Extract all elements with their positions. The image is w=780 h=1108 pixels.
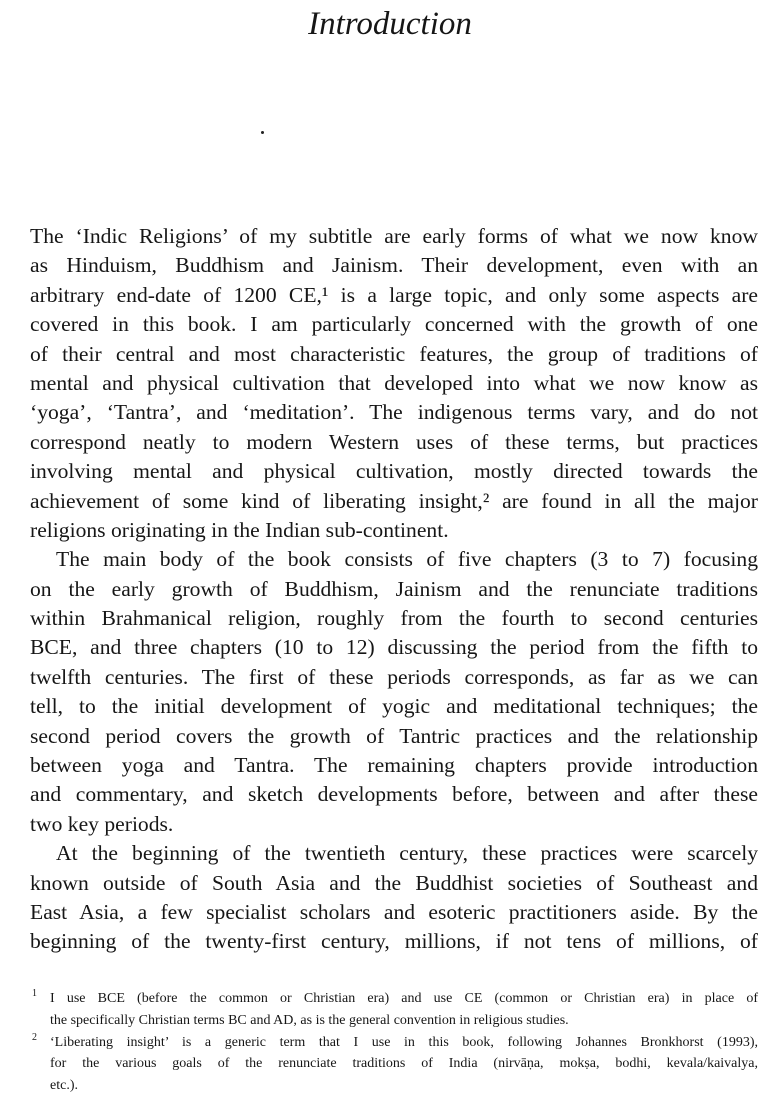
chapter-title: Introduction <box>308 6 472 42</box>
text-line: twelfth centuries. The first of these periods corresponds, as far as we can <box>30 664 758 689</box>
text-line: religions originating in the Indian sub-continent. <box>30 517 449 542</box>
text-line: and commentary, and sketch developments before, between and after these <box>30 782 758 807</box>
text-line: ‘yoga’, ‘Tantra’, and ‘meditation’. The indigenous terms vary, and do not <box>30 400 758 425</box>
text-line: mental and physical cultivation that developed into what we now know as <box>30 370 758 395</box>
footnote <box>32 1032 758 1097</box>
stray-dot-mark <box>261 131 264 134</box>
footnote-line: for the various goals of the renunciate traditions of India (nirvāṇa, mokṣa, bodhi, kevala/kaivalya, <box>50 1056 758 1072</box>
text-line: achievement of some kind of liberating insight,² are found in all the major <box>30 488 758 513</box>
footnote-line: etc.). <box>50 1078 78 1094</box>
footnote-line: the specifically Christian terms BC and AD, as is the general convention in religious studies. <box>50 1012 569 1028</box>
text-line: tell, to the initial development of yogic and meditational techniques; the <box>30 694 758 719</box>
footnotes <box>32 988 758 1097</box>
footnote-line: ‘Liberating insight’ is a generic term that I use in this book, following Johannes Bronkhorst (1993), <box>50 1034 758 1050</box>
text-line: At the beginning of the twentieth century, these practices were scarcely <box>56 841 758 866</box>
text-line: two key periods. <box>30 811 174 836</box>
text-line: on the early growth of Buddhism, Jainism and the renunciate traditions <box>30 576 758 601</box>
body-text <box>30 222 758 957</box>
text-line: BCE, and three chapters (10 to 12) discussing the period from the fifth to <box>30 635 758 660</box>
text-line: as Hinduism, Buddhism and Jainism. Their development, even with an <box>30 253 758 278</box>
text-line: The main body of the book consists of five chapters (3 to 7) focusing <box>56 547 758 572</box>
footnote-number: 2 <box>32 1031 37 1043</box>
text-line: second period covers the growth of Tantric practices and the relationship <box>30 723 758 748</box>
text-line: between yoga and Tantra. The remaining chapters provide introduction <box>30 753 758 778</box>
text-line: of their central and most characteristic features, the group of traditions of <box>30 341 758 366</box>
text-line: The ‘Indic Religions’ of my subtitle are early forms of what we now know <box>30 224 758 248</box>
text-line: correspond neatly to modern Western uses of these terms, but practices <box>30 429 758 454</box>
footnote-line: I use BCE (before the common or Christian era) and use CE (common or Christian era) in place of <box>50 991 758 1006</box>
text-line: involving mental and physical cultivation, mostly directed towards the <box>30 459 758 484</box>
footnote-number: 1 <box>32 988 37 999</box>
text-line: covered in this book. I am particularly concerned with the growth of one <box>30 312 758 337</box>
text-line: known outside of South Asia and the Buddhist societies of Southeast and <box>30 870 758 895</box>
footnote <box>32 988 758 1032</box>
text-line: beginning of the twenty-first century, millions, if not tens of millions, of <box>30 929 758 954</box>
text-line: East Asia, a few specialist scholars and esoteric practitioners aside. By the <box>30 899 758 924</box>
text-line: within Brahmanical religion, roughly from the fourth to second centuries <box>30 606 758 631</box>
text-line: arbitrary end-date of 1200 CE,¹ is a large topic, and only some aspects are <box>30 282 758 307</box>
